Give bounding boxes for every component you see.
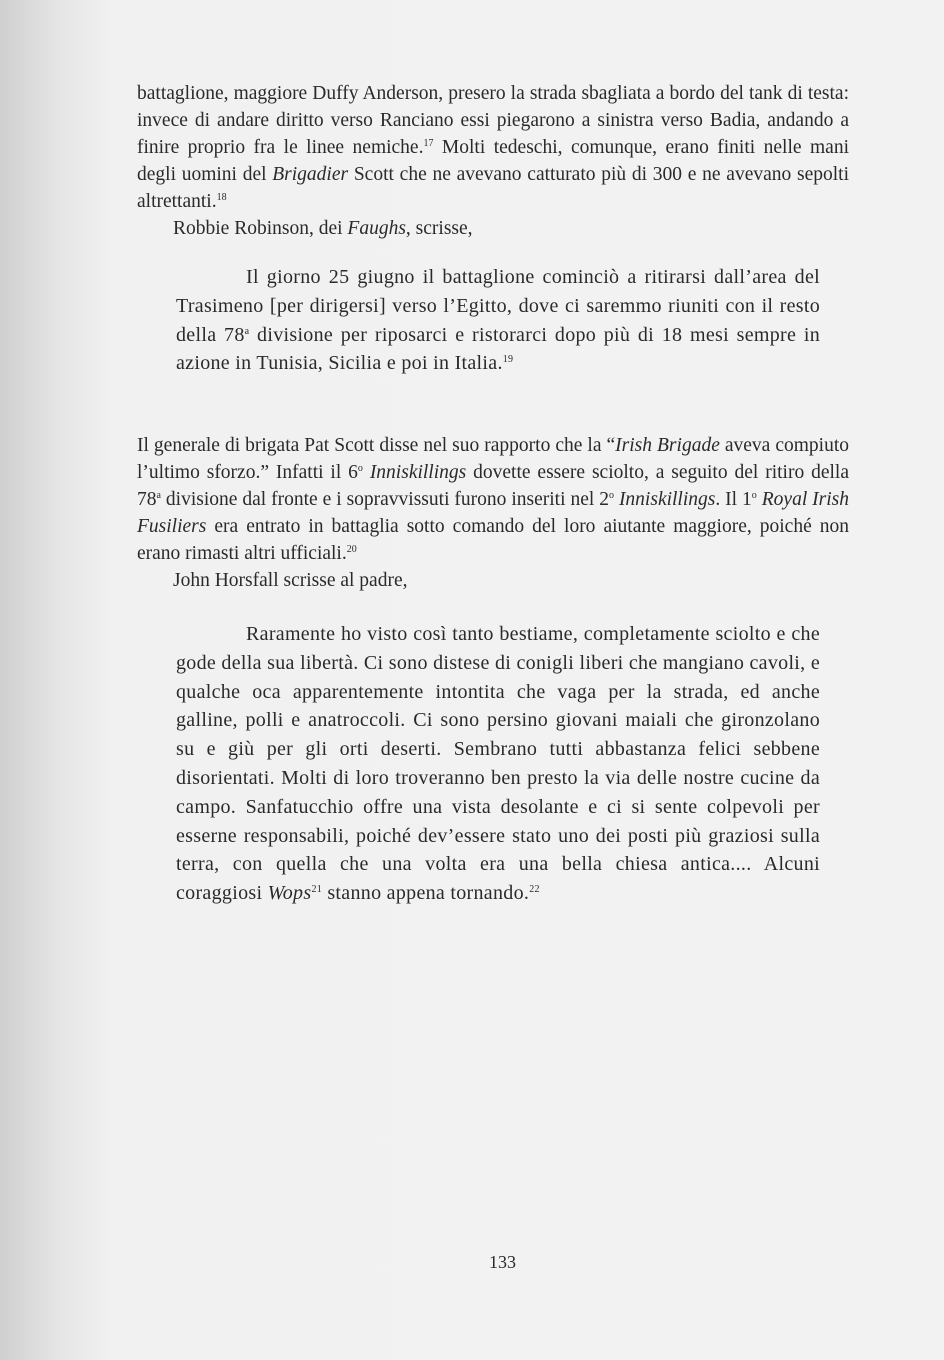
footnote-ref-21: 21 (311, 884, 323, 896)
block-quote-robinson: Il giorno 25 giugno il battaglione cominciò a ritirarsi dall’area del Trasimeno [per dirigersi] verso l’Egitto, dove ci saremmo riuniti con il resto della 78$^a$ divisione per riposarci e ristorarci dopo più di 18 mesi sempre in azione in Tunisia, Sicilia e poi in Italia.$^{19}$ (176, 266, 820, 375)
footnote-ref-18: 18 (216, 192, 227, 203)
page-number: 133 (489, 1252, 516, 1272)
block-quote-horsfall: Raramente ho visto così tanto bestiame, completamente sciolto e che gode della sua libertà. Ci sono distese di conigli liberi che mangiano cavoli, e qualche oca apparentemente intontita che vaga per la strada, ed anche galline, polli e anatroccoli. Ci sono persino giovani maiali che gironzolano su e giù per gli orti deserti. Sembrano tutti abbastanza felici sebbene disorientati. Molti di loro troveranno ben presto la via delle nostre cucine da campo. Sanfatucchio offre una vista desolante e ci si sente colpevoli per esserne responsabili, poiché dev’essere stato uno dei posti più graziosi sulla terra, con quella che una volta era una bella chiesa antica.... Alcuni coraggiosi Wops$^{21}$ stanno appena tornando.$^{22}$ (176, 623, 820, 905)
paragraph-continued: battaglione, maggiore Duffy Anderson, presero la strada sbagliata a bordo del tank di testa: invece di andare diritto verso Ranciano essi piegarono a sinistra verso Badia, andando a finire proprio fra le linee nemiche.$^{17}$ Molti tedeschi, comunque, erano finiti nelle mani degli uomini del Brigadier Scott che ne avevano catturato più di 300 e ne avevano sepolti altrettanti.$^{18}$ (137, 83, 849, 212)
footnote-ref-19: 19 (502, 354, 514, 366)
paragraph-horsfall-intro: John Horsfall scrisse al padre, (173, 570, 408, 591)
footnote-ref-17: 17 (423, 138, 434, 149)
italic-term: Faughs (347, 218, 406, 239)
paragraph-robinson-intro: Robbie Robinson, dei Faughs, scrisse, (173, 218, 473, 239)
footnote-ref-22: 22 (529, 884, 540, 896)
italic-term: Brigadier (272, 164, 349, 185)
main-text-middle (137, 432, 849, 594)
footnote-ref-20: 20 (346, 544, 357, 555)
italic-term: Wops (267, 882, 312, 905)
main-text-top (137, 80, 849, 242)
paragraph-scott-report: Il generale di brigata Pat Scott disse nel suo rapporto che la “Irish Brigade aveva compiuto l’ultimo sforzo.” Infatti il 6$^o$ Inniskillings dovette essere sciolto, a seguito del ritiro della 78$^a$ divisione dal fronte e i sopravvissuti furono inseriti nel 2$^o$ Inniskillings. Il 1$^o$ Royal Irish Fusiliers era entrato in battaglia sotto comando del loro aiutante maggiore, poiché non erano rimasti altri ufficiali.$^{20}$ (137, 435, 850, 564)
